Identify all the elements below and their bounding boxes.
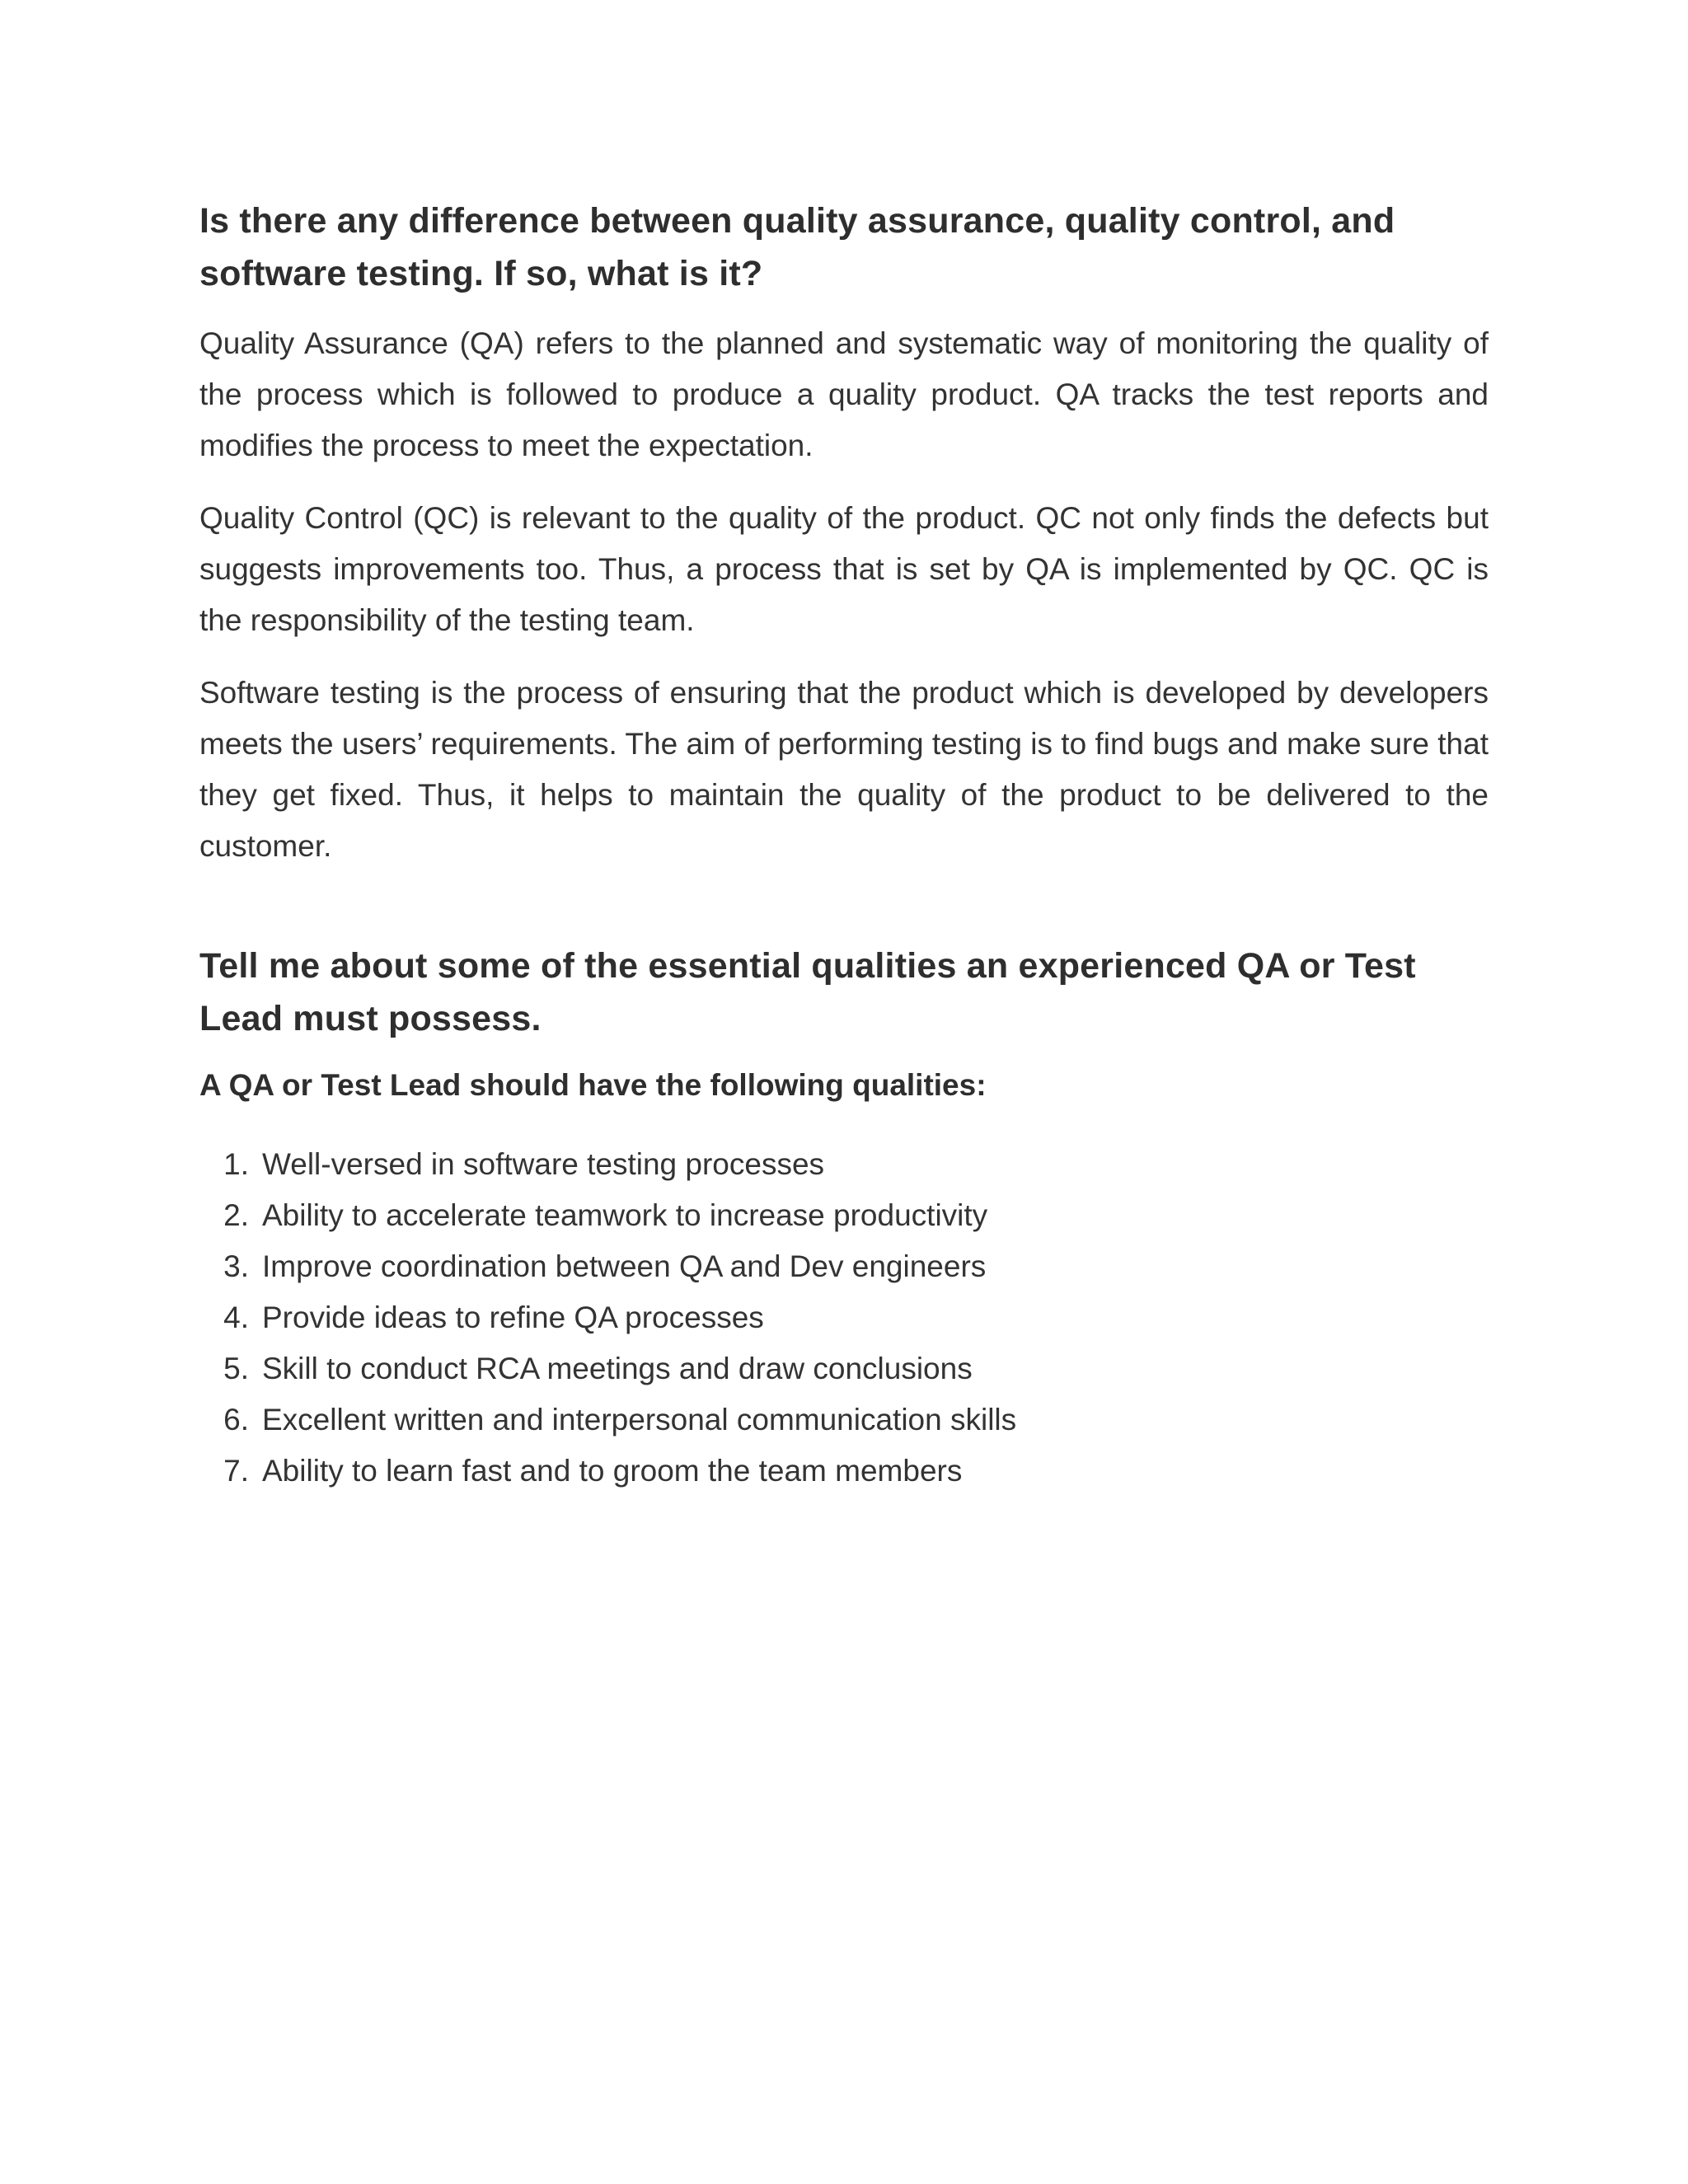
list-item [199,1343,1489,1394]
list-item-number: 7. [223,1454,249,1488]
question-heading-2: Tell me about some of the essential qualities an experienced QA or Test Lead must possess. [199,946,1416,1038]
list-item-text: Ability to learn fast and to groom the team members [262,1454,963,1488]
list-item [199,1241,1489,1292]
paragraph-qc: Quality Control (QC) is relevant to the quality of the product. QC not only finds the defects but suggests improvements too. Thus, a process that is set by QA is implemented by QC. QC is the responsibility of the testing team. [199,501,1489,637]
list-item [199,1292,1489,1343]
paragraph-qa: Quality Assurance (QA) refers to the planned and systematic way of monitoring the quality of the process which is followed to produce a quality product. QA tracks the test reports and modifies the process to meet the expectation. [199,326,1489,462]
list-item-text: Ability to accelerate teamwork to increase productivity [262,1198,988,1232]
list-item-text: Provide ideas to refine QA processes [262,1301,764,1334]
question-heading-1: Is there any difference between quality assurance, quality control, and software testing. If so, what is it? [199,201,1395,293]
list-item-number: 5. [223,1352,249,1385]
list-item-number: 1. [223,1147,249,1181]
list-item [199,1190,1489,1241]
list-item-number: 3. [223,1249,249,1283]
list-item [199,1446,1489,1497]
qualities-intro: A QA or Test Lead should have the following qualities: [199,1068,987,1102]
list-item-text: Excellent written and interpersonal communication skills [262,1403,1017,1436]
list-item [199,1394,1489,1446]
paragraph-software-testing: Software testing is the process of ensuring that the product which is developed by developers meets the users’ requirements. The aim of performing testing is to find bugs and make sure that they get fixed. Thus, it helps to maintain the quality of the product to be delivered to the customer. [199,676,1489,863]
list-item-number: 6. [223,1403,249,1436]
section-spacer [199,893,1489,940]
list-item-text: Skill to conduct RCA meetings and draw conclusions [262,1352,973,1385]
list-item-text: Improve coordination between QA and Dev engineers [262,1249,987,1283]
qualities-list [199,1139,1489,1497]
list-item-text: Well-versed in software testing processes [262,1147,825,1181]
list-item [199,1139,1489,1190]
document-content [199,194,1489,1497]
list-item-number: 4. [223,1301,249,1334]
list-item-number: 2. [223,1198,249,1232]
